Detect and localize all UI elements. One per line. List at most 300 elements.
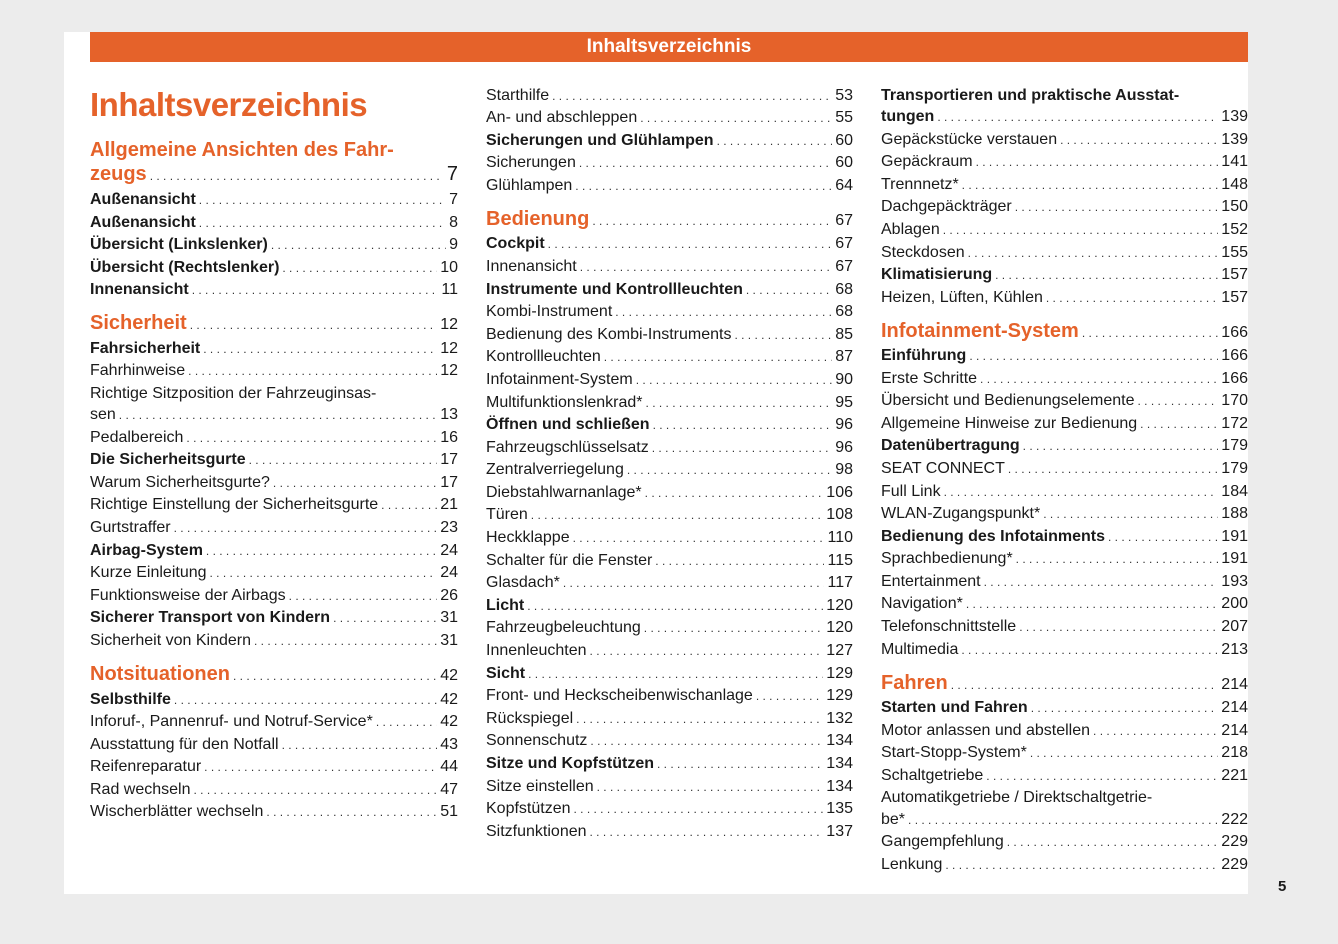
toc-entry-title: Fahrzeugschlüsselsatz [486,439,649,456]
toc-entry[interactable] [881,243,1248,263]
toc-entry-title: SEAT CONNECT [881,460,1005,477]
toc-entry-title: Gangempfehlung [881,833,1004,850]
toc-page-number: 17 [440,451,458,468]
toc-entry[interactable] [881,572,1248,592]
toc-entry-title: Innenansicht [486,258,577,275]
toc-page-number: 170 [1221,392,1248,409]
toc-page-number: 110 [827,529,853,546]
toc-entry[interactable] [881,391,1248,411]
toc-entry-title: Motor anlassen und abstellen [881,722,1091,739]
toc-page-number: 31 [440,632,458,649]
dot-leader [652,438,832,458]
dot-leader [1019,617,1218,637]
header-bar [90,32,1248,62]
toc-entry[interactable] [486,393,853,413]
toc-entry[interactable] [486,618,853,638]
dot-leader [199,213,446,233]
toc-entry-title: be* [881,811,906,828]
toc-entry-title: Klimatisierung [881,266,993,283]
toc-entry-title: Funktionsweise der Airbags [90,587,286,604]
toc-entry-title: Rad wechseln [90,781,191,798]
toc-entry[interactable] [881,855,1248,875]
toc-entry-title: Datenübertragung [881,437,1020,454]
dot-leader [984,572,1219,592]
toc-page-number: 98 [835,461,853,478]
toc-page-number: 12 [440,340,458,357]
toc-entry-title: WLAN-Zugangspunkt* [881,505,1041,522]
dot-leader [734,325,832,345]
toc-entry[interactable] [881,594,1248,614]
toc-entry[interactable] [90,586,458,606]
dot-leader [381,495,437,515]
toc-entry-title: Schalter für die Fenster [486,552,653,569]
toc-page-number: 26 [440,587,458,604]
toc-entry[interactable] [486,86,853,106]
toc-entry[interactable] [90,361,458,381]
dot-leader [597,777,824,797]
toc-entry-title: Navigation* [881,595,963,612]
toc-page-number: 53 [835,87,853,104]
toc-entry[interactable] [486,438,853,458]
toc-page-number: 85 [835,326,853,343]
toc-page-number: 90 [835,371,853,388]
toc-section[interactable] [881,673,1248,695]
toc-page-number: 67 [835,235,853,252]
dot-leader [943,220,1219,240]
toc-entry[interactable] [90,428,458,448]
toc-entry[interactable] [486,460,853,480]
toc-entry-title: Warum Sicherheitsgurte? [90,474,270,491]
toc-page-number: 96 [835,439,853,456]
toc-page-number: 24 [440,564,458,581]
toc-page-number: 42 [440,691,458,708]
dot-leader [190,315,438,335]
toc-entry[interactable] [486,596,853,616]
toc-entry-title: Bedienung des Infotainments [881,528,1106,545]
toc-entry[interactable] [486,754,853,774]
toc-entry-title: Schaltgetriebe [881,767,984,784]
dot-leader [961,640,1218,660]
toc-entry-title: Sitze einstellen [486,778,594,795]
dot-leader [233,666,437,686]
toc-entry-title: Infotainment-System [881,320,1079,342]
toc-entry-title: Kurze Einleitung [90,564,207,581]
toc-page-number: 132 [826,710,853,727]
dot-leader [1082,323,1218,343]
dot-leader [1015,197,1219,217]
dot-leader [203,339,437,359]
toc-page-number: 129 [826,665,853,682]
toc-entry[interactable] [90,280,458,300]
dot-leader [552,86,832,106]
toc-page-number: 23 [440,519,458,536]
toc-page-number: 16 [440,429,458,446]
toc-entry[interactable] [90,450,458,470]
toc-entry[interactable] [881,369,1248,389]
toc-entry-title: Starthilfe [486,87,550,104]
toc-entry[interactable] [881,743,1248,763]
toc-entry[interactable] [881,810,1248,830]
toc-entry[interactable] [881,640,1248,660]
toc-entry[interactable] [90,405,458,425]
toc-entry-title: Außenansicht [90,214,196,231]
toc-page-number: 139 [1221,131,1248,148]
toc-entry[interactable] [486,176,853,196]
toc-entry-title: Ausstattung für den Notfall [90,736,279,753]
toc-page-number: 214 [1221,722,1248,739]
dot-leader [204,757,437,777]
toc-entry[interactable] [881,527,1248,547]
toc-entry[interactable] [881,265,1248,285]
toc-entry-title: Sprachbedienung* [881,550,1013,567]
toc-page-number: 172 [1221,415,1248,432]
header-title: Inhaltsverzeichnis [586,36,752,57]
toc-entry[interactable] [90,258,458,278]
toc-entry[interactable] [881,436,1248,456]
toc-entry-title: Bedienung [486,208,590,230]
toc-entry[interactable] [881,288,1248,308]
toc-entry[interactable] [486,551,853,571]
toc-page-number: 166 [1221,347,1248,364]
toc-section[interactable] [881,321,1248,343]
dot-leader [266,802,437,822]
toc-entry[interactable] [486,641,853,661]
toc-entry[interactable] [90,690,458,710]
toc-page-number: 229 [1221,856,1248,873]
toc-page-number: 7 [446,163,458,185]
toc-page-number: 67 [835,212,853,229]
toc-entry[interactable] [486,347,853,367]
toc-entry-title: sen [90,406,116,423]
toc-page-number: 47 [440,781,458,798]
page-number: 5 [1278,878,1287,895]
toc-entry-title: Einführung [881,347,967,364]
dot-leader [1007,832,1219,852]
toc-page-number: 214 [1221,699,1248,716]
toc-entry[interactable] [90,631,458,651]
toc-entry[interactable] [486,234,853,254]
toc-entry[interactable] [881,617,1248,637]
toc-entry[interactable] [486,302,853,322]
dot-leader [119,405,437,425]
toc-entry-title: Sicherheit von Kindern [90,632,251,649]
toc-entry[interactable] [881,152,1248,172]
dot-leader [576,709,823,729]
dot-leader [531,505,824,525]
toc-entry[interactable] [881,698,1248,718]
toc-entry-title: Telefonschnittstelle [881,618,1017,635]
toc-entry-title: Fahren [881,672,948,694]
toc-entry-title: Multifunktionslenkrad* [486,394,643,411]
toc-entry-title: Allgemeine Hinweise zur Bedienung [881,415,1138,432]
toc-page-number: 134 [826,755,853,772]
toc-entry[interactable] [486,505,853,525]
toc-page-number: 10 [440,259,458,276]
dot-leader [969,346,1218,366]
toc-page-number: 129 [826,687,853,704]
dot-leader [746,280,832,300]
toc-page-number: 139 [1221,108,1248,125]
dot-leader [976,152,1219,172]
toc-entry[interactable] [486,799,853,819]
toc-entry-title: Bedienung des Kombi-Instruments [486,326,732,343]
toc-entry-title: Übersicht (Linkslenker) [90,236,268,253]
toc-page-number: 7 [449,191,458,208]
dot-leader [282,735,438,755]
toc-page-number: 120 [826,597,853,614]
toc-entry[interactable] [486,777,853,797]
toc-entry[interactable] [90,518,458,538]
dot-leader [908,810,1218,830]
toc-entry[interactable] [90,473,458,493]
toc-entry-title: Full Link [881,483,941,500]
toc-section[interactable] [90,164,458,186]
dot-leader [1016,549,1219,569]
toc-entry[interactable] [486,108,853,128]
dot-leader [282,258,437,278]
toc-entry-title: Innenansicht [90,281,189,298]
toc-entry[interactable] [90,735,458,755]
toc-entry-title: Gepäckraum [881,153,973,170]
toc-entry-title: Fahrsicherheit [90,340,201,357]
dot-leader [1043,504,1218,524]
toc-entry[interactable] [90,235,458,255]
toc-entry-continued: Transportieren und praktische Ausstat- [881,87,1180,104]
toc-entry[interactable] [486,528,853,548]
dot-leader [254,631,437,651]
toc-entry-title: Notsituationen [90,663,230,685]
toc-page-number: 8 [449,214,458,231]
dot-leader [174,690,437,710]
dot-leader [192,280,439,300]
dot-leader [604,347,832,367]
toc-entry[interactable] [881,414,1248,434]
toc-entry-title: Licht [486,597,525,614]
toc-entry-title: Starten und Fahren [881,699,1028,716]
toc-entry[interactable] [881,459,1248,479]
dot-leader [199,190,446,210]
toc-page-number: 188 [1221,505,1248,522]
toc-page-number: 179 [1221,437,1248,454]
toc-page-number: 137 [826,823,853,840]
toc-page-number: 134 [826,778,853,795]
toc-entry-title: Sicht [486,665,526,682]
toc-entry-title: Sonnenschutz [486,732,588,749]
toc-entry[interactable] [881,197,1248,217]
toc-entry[interactable] [90,802,458,822]
toc-entry[interactable] [486,325,853,345]
page-title: Inhaltsverzeichnis [90,86,368,123]
dot-leader [937,107,1218,127]
toc-page-number: 191 [1221,528,1248,545]
toc-entry[interactable] [90,541,458,561]
toc-entry[interactable] [90,495,458,515]
toc-entry[interactable] [486,731,853,751]
toc-entry-title: Infotainment-System [486,371,633,388]
dot-leader [590,822,824,842]
toc-entry-title: Inforuf-, Pannenruf- und Notruf-Service* [90,713,373,730]
toc-entry[interactable] [881,721,1248,741]
toc-entry[interactable] [486,822,853,842]
dot-leader [1008,459,1218,479]
toc-page-number: 11 [441,281,458,298]
dot-leader [944,482,1219,502]
toc-entry[interactable] [881,346,1248,366]
toc-entry-title: Lenkung [881,856,943,873]
toc-entry[interactable] [90,563,458,583]
toc-entry[interactable] [90,608,458,628]
toc-entry[interactable] [90,757,458,777]
dot-leader [717,131,833,151]
dot-leader [1138,391,1219,411]
toc-page-number: 108 [826,506,853,523]
toc-entry-title: Selbsthilfe [90,691,171,708]
toc-entry-title: Multimedia [881,641,959,658]
toc-entry[interactable] [486,280,853,300]
toc-entry[interactable] [881,549,1248,569]
dot-leader [995,265,1218,285]
toc-entry-title: Steckdosen [881,244,965,261]
toc-entry[interactable] [486,664,853,684]
dot-leader [1030,743,1218,763]
dot-leader [966,594,1218,614]
toc-entry-title: Fahrhinweise [90,362,186,379]
dot-leader [962,175,1219,195]
toc-page-number: 193 [1221,573,1248,590]
toc-entry[interactable] [486,573,853,593]
dot-leader [150,166,444,186]
dot-leader [636,370,832,390]
toc-entry-title: Übersicht (Rechtslenker) [90,259,280,276]
toc-page-number: 213 [1221,641,1248,658]
toc-entry-title: Sitzfunktionen [486,823,587,840]
toc-entry-title: Außenansicht [90,191,196,208]
toc-entry[interactable] [486,709,853,729]
toc-entry-title: Öffnen und schließen [486,416,650,433]
dot-leader [186,428,437,448]
toc-page-number: 166 [1221,370,1248,387]
dot-leader [579,153,832,173]
toc-page-number: 106 [826,484,853,501]
toc-entry[interactable] [90,780,458,800]
dot-leader [1031,698,1219,718]
toc-entry[interactable] [881,482,1248,502]
toc-entry[interactable] [90,712,458,732]
toc-entry-title: Instrumente und Kontrollleuchten [486,281,743,298]
toc-section[interactable] [486,209,853,231]
toc-entry-title: Reifenreparatur [90,758,202,775]
dot-leader [1140,414,1218,434]
toc-entry-title: Cockpit [486,235,545,252]
dot-leader [574,799,824,819]
dot-leader [1093,721,1218,741]
dot-leader [188,361,437,381]
toc-entry[interactable] [881,175,1248,195]
toc-entry-title: Dachgepäckträger [881,198,1012,215]
toc-entry-title: zeugs [90,163,147,185]
toc-entry-title: Rückspiegel [486,710,574,727]
toc-entry-title: Sicherungen [486,154,576,171]
toc-page-number: 43 [440,736,458,753]
toc-entry-title: tungen [881,108,935,125]
toc-entry[interactable] [881,130,1248,150]
toc-entry[interactable] [90,190,458,210]
dot-leader [194,780,438,800]
toc-entry-title: Heckklappe [486,529,570,546]
toc-entry[interactable] [881,832,1248,852]
toc-entry[interactable] [881,107,1248,127]
toc-page-number: 222 [1221,811,1248,828]
toc-entry[interactable] [486,370,853,390]
toc-entry[interactable] [881,220,1248,240]
dot-leader [1060,130,1218,150]
dot-leader [945,855,1218,875]
dot-leader [646,393,833,413]
dot-leader [174,518,438,538]
toc-entry[interactable] [486,686,853,706]
toc-entry-title: Gurtstraffer [90,519,171,536]
toc-entry[interactable] [486,257,853,277]
toc-entry[interactable] [486,131,853,151]
dot-leader [249,450,438,470]
toc-page-number: 42 [440,713,458,730]
toc-entry-title: Front- und Heckscheibenwischanlage [486,687,753,704]
dot-leader [271,235,446,255]
toc-entry-title: Türen [486,506,528,523]
toc-page-number: 207 [1221,618,1248,635]
toc-page-number: 155 [1221,244,1248,261]
toc-entry[interactable] [90,213,458,233]
toc-page-number: 96 [835,416,853,433]
dot-leader [640,108,832,128]
dot-leader [951,675,1219,695]
toc-entry-title: Sicherer Transport von Kindern [90,609,331,626]
toc-entry[interactable] [486,415,853,435]
toc-section[interactable] [90,313,458,335]
toc-entry-title: Kombi-Instrument [486,303,613,320]
toc-page-number: 67 [835,258,853,275]
dot-leader [980,369,1218,389]
toc-entry-title: Diebstahlwarnanlage* [486,484,642,501]
toc-entry-title: Ablagen [881,221,940,238]
toc-section[interactable] [90,664,458,686]
dot-leader [657,754,823,774]
toc-page-number: 221 [1221,767,1248,784]
dot-leader [580,257,832,277]
toc-entry[interactable] [486,153,853,173]
toc-page-number: 115 [827,552,853,569]
toc-entry[interactable] [881,766,1248,786]
dot-leader [573,528,825,548]
toc-entry-title: An- und abschleppen [486,109,638,126]
toc-entry-title: Zentralverriegelung [486,461,624,478]
toc-entry-title: Glasdach* [486,574,560,591]
dot-leader [528,664,823,684]
toc-page-number: 68 [835,281,853,298]
dot-leader [206,541,437,561]
dot-leader [615,302,832,322]
toc-entry[interactable] [881,504,1248,524]
toc-entry-title: Sicherheit [90,312,187,334]
dot-leader [1046,288,1218,308]
dot-leader [655,551,824,571]
toc-page-number: 218 [1221,744,1248,761]
toc-page-number: 120 [826,619,853,636]
toc-entry[interactable] [90,339,458,359]
toc-entry[interactable] [486,483,853,503]
toc-page-number: 17 [440,474,458,491]
toc-entry-title: Trennnetz* [881,176,959,193]
